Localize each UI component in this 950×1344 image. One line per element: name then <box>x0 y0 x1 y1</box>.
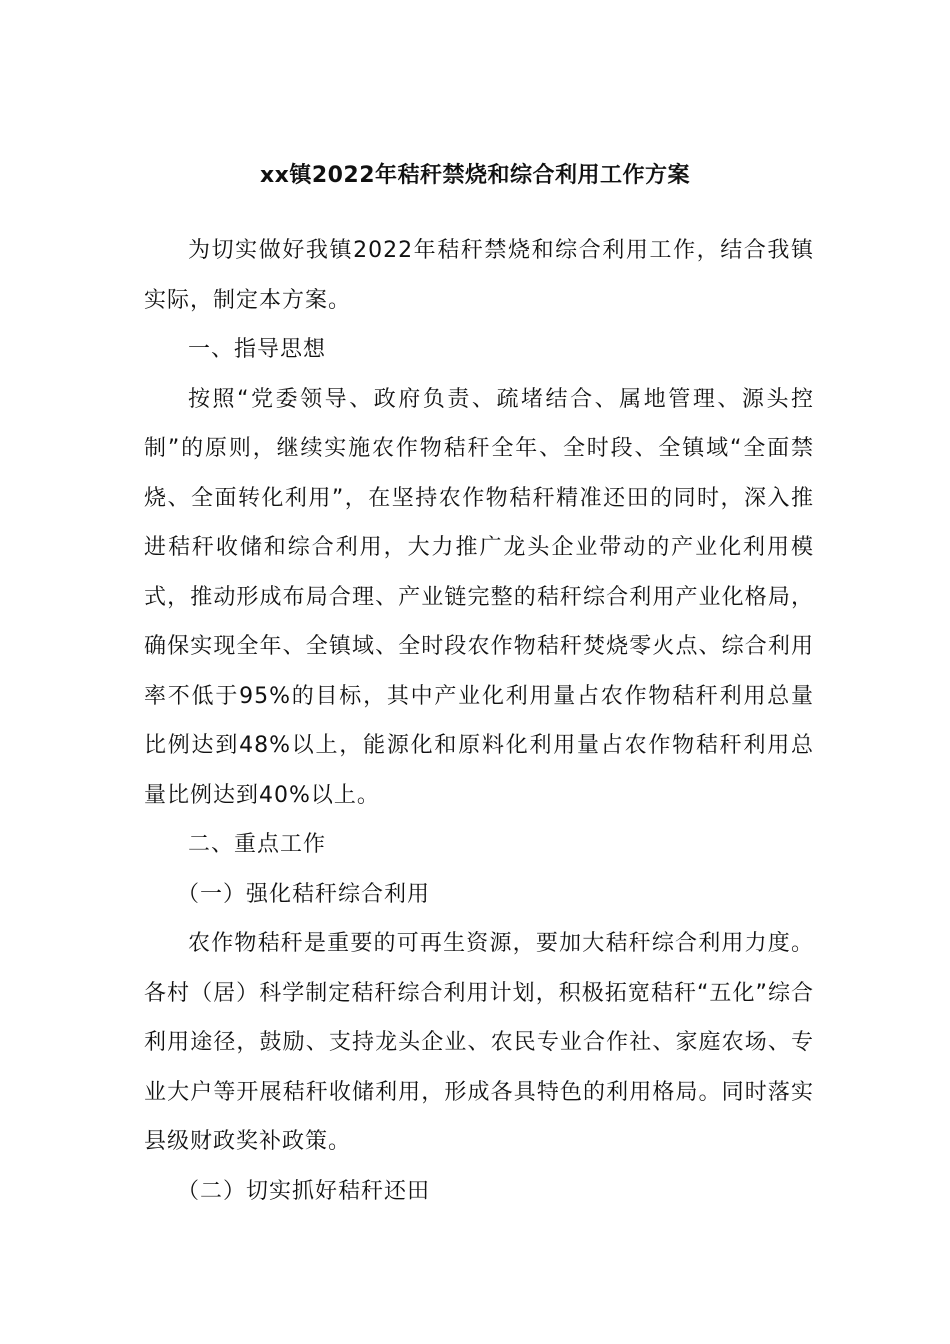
intro-paragraph: 为切实做好我镇2022年秸秆禁烧和综合利用工作，结合我镇实际，制定本方案。 <box>144 238 814 313</box>
document-body <box>144 226 814 1216</box>
document-title: xx镇2022年秸秆禁烧和综合利用工作方案 <box>259 163 691 188</box>
utilization-paragraph: 农作物秸秆是重要的可再生资源，要加大秸秆综合利用力度。各村（居）科学制定秸秆综合利用计划，积极拓宽秸秆“五化”综合利用途径，鼓励、支持龙头企业、农民专业合作社、家庭农场、专业大户等开展秸秆收储利用，形成各具特色的利用格局。同时落实县级财政奖补政策。 <box>144 931 814 1154</box>
section-heading-key-work: 二、重点工作 <box>188 832 327 857</box>
subsection-heading-returning-to-field: （二）切实抓好秸秆还田 <box>177 1178 431 1204</box>
section-heading-guiding-ideology: 一、指导思想 <box>188 337 327 362</box>
guiding-ideology-paragraph: 按照“党委领导、政府负责、疏堵结合、属地管理、源头控制”的原则，继续实施农作物秸秆全年、全时段、全镇域“全面禁烧、全面转化利用”，在坚持农作物秸秆精准还田的同时，深入推进秸秆收储和综合利用，大力推广龙头企业带动的产业化利用模式，推动形成布局合理、产业链完整的秸秆综合利用产业化格局，确保实现全年、全镇域、全时段农作物秸秆焚烧零火点、综合利用率不低于95%的目标，其中产业化利用量占农作物秸秆利用总量比例达到48%以上，能源化和原料化利用量占农作物秸秆利用总量比例达到40%以上。 <box>144 386 814 808</box>
subsection-heading-utilization: （一）强化秸秆综合利用 <box>177 881 431 907</box>
